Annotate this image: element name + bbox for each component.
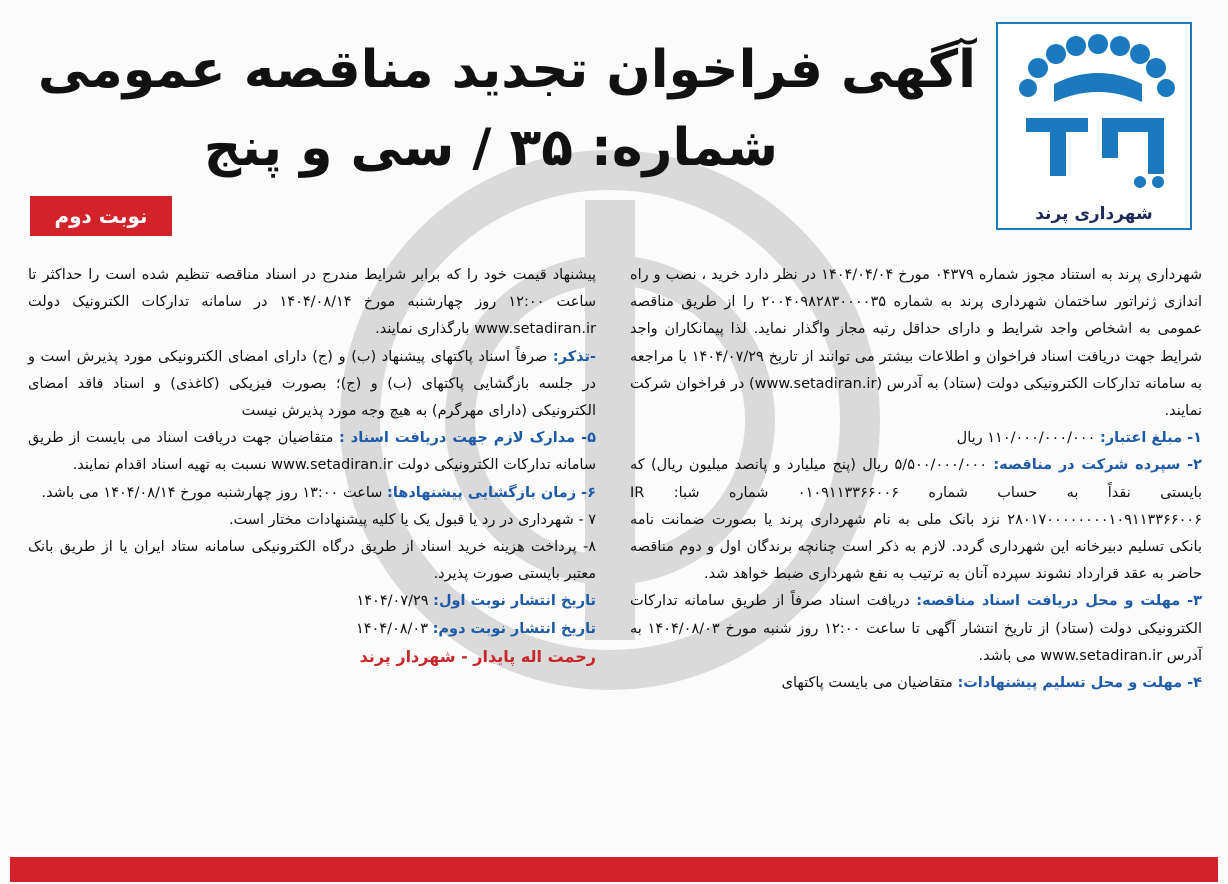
item-submission-deadline	[630, 670, 1202, 697]
item-documents-deadline-head: ۳- مهلت و محل دریافت اسناد مناقصه:	[916, 593, 1203, 610]
note-text: صرفاً اسناد پاکتهای پیشنهاد (ب) و (ج) دارای امضای الکترونیکی مورد پذیرش است و در جلسه بازگشایی پاکتهای (ب) و (ج)؛ بصورت فیزیکی (کاغذی) و اسناد فاقد امضای الکترونیکی (دارای مهرگرم) به هیچ وجه مورد پذیرش نیست	[28, 348, 596, 420]
bottom-bar	[8, 855, 1220, 884]
item-payment: ۸- پرداخت هزینه خرید اسناد از طریق درگاه الکترونیکی سامانه ستاد ایران یا از طریق بانک معتبر بایستی صورت پذیرد.	[28, 539, 596, 583]
item-required-documents-head: ۵- مدارک لازم جهت دریافت اسناد :	[338, 430, 597, 447]
item-credit-text: ۱۱۰/۰۰۰/۰۰۰/۰۰۰ ریال	[956, 430, 1096, 447]
note-paragraph	[28, 344, 596, 426]
item-deposit-text: ۵/۵۰۰/۰۰۰/۰۰۰ ریال (پنج میلیارد و پانصد میلیون ریال) که بایستی نقداً به حساب شماره ۰۱۰۹۱۱۳۳۶۶۰۰۶ شماره شبا: IR ۲۸۰۱۷۰۰۰۰۰۰۰۰۱۰۹۱۱۳۳۶۶۰۰۶ نزد بانک ملی به نام شهرداری پرند یا بصورت ضمانت نامه بانکی تسلیم دبیرخانه این شهرداری گردد. لازم به ذکر است چنانچه برندگان اول و دوم مناقصه حاضر به عقد قرارداد نشوند سپرده آنان به ترتیب به نفع شهرداری ضبط خواهد شد.	[630, 457, 1202, 583]
logo-caption: شهرداری پرند	[1035, 204, 1153, 224]
item-submission-deadline-head: ۴- مهلت و محل تسلیم پیشنهادات:	[957, 675, 1202, 692]
right-column	[630, 262, 1202, 697]
item-rights: ۷ - شهرداری در رد یا قبول یک یا کلیه پیشنهادات مختار است.	[229, 511, 596, 528]
intro-paragraph: شهرداری پرند به استناد مجوز شماره ۰۴۳۷۹ مورخ ۱۴۰۴/۰۴/۰۴ در نظر دارد خرید ، نصب و راه اندازی ژنراتور ساختمان شهرداری پرند به شماره ۲۰۰۴۰۹۸۲۸۳۰۰۰۰۳۵ را از طریق مناقصه عمومی به اشخاص واجد شرایط و دارای حداقل رتبه مجاز واگذار نماید. لذا پیمانکاران واجد شرایط جهت دریافت اسناد فراخوان و اطلاعات بیشتر می توانند از تاریخ ۱۴۰۴/۰۷/۲۹ با مراجعه به سامانه تدارکات الکترونیکی دولت (ستاد) به آدرس (www.setadiran.ir) در فراخوان شرکت نمایند.	[630, 267, 1203, 420]
page-title: آگهی فراخوان تجدید مناقصه عمومی	[37, 40, 976, 100]
second-round-badge: نوبت دوم	[30, 196, 172, 236]
signature: رحمت اله پایدار - شهردار پرند	[359, 646, 596, 666]
item-documents-deadline-text: دریافت اسناد صرفاً از طریق سامانه تدارکات الکترونیکی دولت (ستاد) از تاریخ انتشار آگهی تا ساعت ۱۲:۰۰ روز شنبه مورخ ۱۴۰۴/۰۸/۰۳ به آدرس www.setadiran.ir می باشد.	[630, 593, 1202, 664]
item-submission-deadline-text: متقاضیان می بایست پاکتهای	[781, 675, 953, 692]
tender-number: شماره: ۳۵ / سی و پنج	[203, 118, 778, 178]
second-publication	[28, 616, 596, 643]
item-opening-time	[28, 480, 596, 507]
item-documents-deadline	[630, 588, 1202, 670]
item-deposit-head: ۲- سپرده شرکت در مناقصه:	[993, 457, 1202, 474]
item-required-documents	[28, 425, 596, 479]
item-required-documents-text: متقاضیان جهت دریافت اسناد می بایست از طریق سامانه تدارکات الکترونیکی دولت www.setadiran.ir نسبت به تهیه اسناد اقدام نمایند.	[28, 430, 596, 474]
item-credit	[630, 425, 1202, 452]
first-publication	[28, 588, 596, 615]
item-opening-time-text: ساعت ۱۳:۰۰ روز چهارشنبه مورخ ۱۴۰۴/۰۸/۱۴ می باشد.	[41, 484, 383, 501]
second-publication-label: تاریخ انتشار نوبت دوم:	[432, 620, 596, 637]
item-credit-head: ۱- مبلغ اعتبار:	[1100, 430, 1202, 447]
municipality-logo-icon	[998, 24, 1190, 194]
municipality-logo	[996, 22, 1192, 230]
first-publication-label: تاریخ انتشار نوبت اول:	[433, 593, 596, 610]
item-opening-time-head: ۶- زمان بازگشایی پیشنهادها:	[387, 484, 596, 501]
second-publication-date: ۱۴۰۴/۰۸/۰۳	[355, 620, 429, 637]
item-deposit	[630, 452, 1202, 588]
first-publication-date: ۱۴۰۴/۰۷/۲۹	[356, 593, 429, 610]
continuation-paragraph: پیشنهاد قیمت خود را که برابر شرایط مندرج در اسناد مناقصه تنظیم شده است را حداکثر تا ساعت ۱۲:۰۰ روز چهارشنبه مورخ ۱۴۰۴/۰۸/۱۴ در سامانه تدارکات الکترونیک دولت www.setadiran.ir بارگذاری نمایند.	[28, 267, 596, 338]
note-head: -تذکر:	[552, 348, 596, 365]
left-column	[28, 262, 596, 670]
